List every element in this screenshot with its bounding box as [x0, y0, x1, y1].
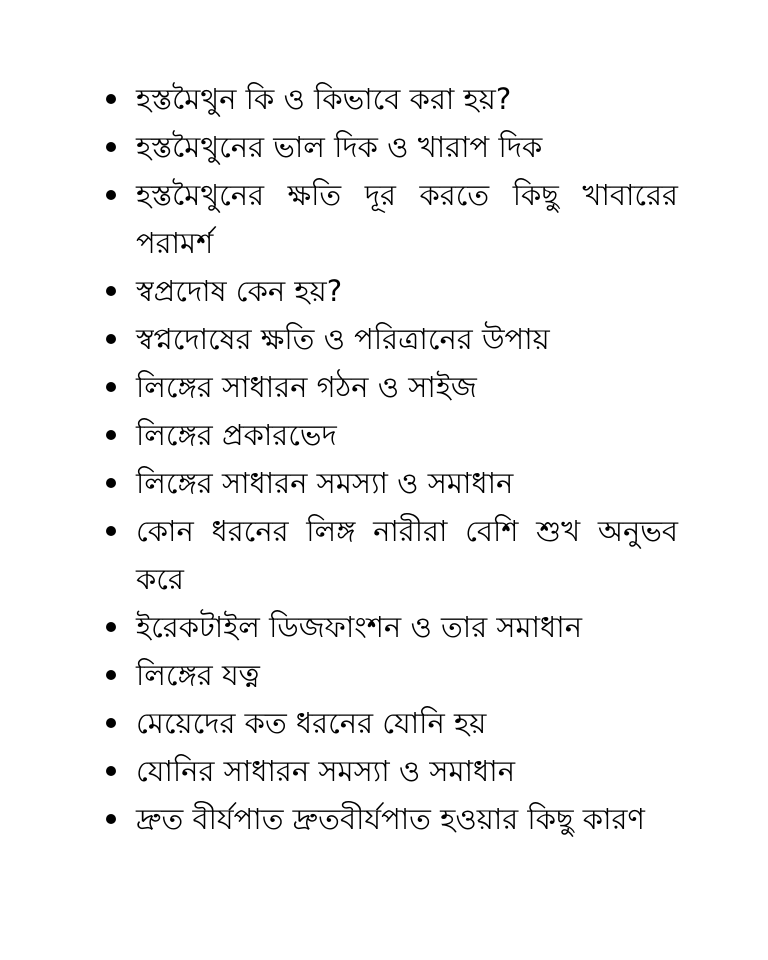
list-item-text: লিঙ্গের প্রকারভেদ: [136, 418, 337, 452]
list-item-text: লিঙ্গের যত্ন: [136, 658, 260, 692]
list-item: [106, 267, 678, 315]
list-item-text: ইরেকটাইল ডিজফাংশন ও তার সমাধান: [136, 610, 583, 644]
bullet-icon: [106, 478, 116, 488]
bullet-icon: [106, 142, 116, 152]
bullet-icon: [106, 622, 116, 632]
list-item: [106, 795, 678, 843]
list-item-text: লিঙ্গের সাধারন সমস্যা ও সমাধান: [136, 466, 514, 500]
bullet-icon: [106, 718, 116, 728]
bullet-icon: [106, 430, 116, 440]
list-item-text: মেয়েদের কত ধরনের যোনি হয়: [136, 706, 487, 740]
list-item-text: হস্তমৈথুনের ভাল দিক ও খারাপ দিক: [136, 130, 543, 164]
list-item: [106, 699, 678, 747]
bullet-icon: [106, 670, 116, 680]
list-item: [106, 603, 678, 651]
list-item: [106, 363, 678, 411]
bullet-icon: [106, 334, 116, 344]
list-item: [106, 315, 678, 363]
list-item: [106, 171, 678, 267]
list-item: [106, 411, 678, 459]
list-item: [106, 459, 678, 507]
list-item-text: কোন ধরনের লিঙ্গ নারীরা বেশি শুখ অনুভব করে: [136, 514, 678, 596]
list-item-text: যোনির সাধারন সমস্যা ও সমাধান: [136, 754, 516, 788]
list-item-text: হস্তমৈথুন কি ও কিভাবে করা হয়?: [136, 82, 512, 116]
list-item: [106, 651, 678, 699]
list-item: [106, 747, 678, 795]
bullet-icon: [106, 190, 116, 200]
bullet-icon: [106, 286, 116, 296]
list-item-text: স্বপ্নদোষের ক্ষতি ও পরিত্রানের উপায়: [136, 322, 550, 356]
topic-list: [106, 75, 678, 843]
list-item-text: লিঙ্গের সাধারন গঠন ও সাইজ: [136, 370, 477, 404]
bullet-icon: [106, 94, 116, 104]
list-item-text: হস্তমৈথুনের ক্ষতি দূর করতে কিছু খাবারের পরামর্শ: [136, 178, 678, 260]
list-item: [106, 507, 678, 603]
list-item: [106, 75, 678, 123]
list-item-text: দ্রুত বীর্যপাত দ্রুতবীর্যপাত হওয়ার কিছু কারণ: [136, 802, 645, 836]
bullet-icon: [106, 382, 116, 392]
bullet-icon: [106, 766, 116, 776]
list-item: [106, 123, 678, 171]
bullet-icon: [106, 526, 116, 536]
bullet-icon: [106, 814, 116, 824]
list-item-text: স্বপ্রদোষ কেন হয়?: [136, 274, 343, 308]
